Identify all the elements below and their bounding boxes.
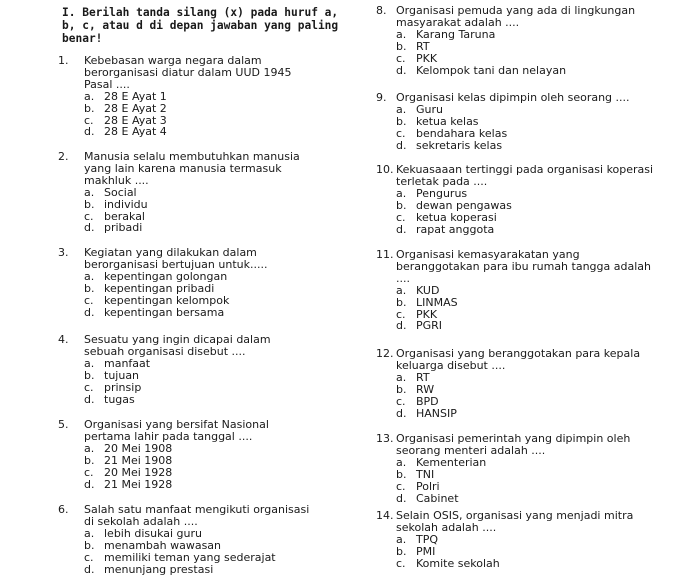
option-letter: c. bbox=[396, 556, 406, 570]
option-text: tujuan bbox=[104, 368, 140, 382]
question-number: 6. bbox=[58, 503, 69, 516]
option-letter: b. bbox=[84, 101, 95, 115]
answer-option[interactable] bbox=[84, 126, 313, 138]
answer-option[interactable] bbox=[396, 384, 656, 396]
answer-option[interactable] bbox=[84, 528, 313, 540]
answer-option[interactable] bbox=[396, 534, 656, 546]
option-text: RW bbox=[416, 382, 435, 396]
question-stem: Organisasi pemuda yang ada di lingkungan masyarakat adalah .... bbox=[396, 4, 636, 29]
option-letter: a. bbox=[84, 526, 95, 540]
option-letter: a. bbox=[84, 356, 95, 370]
option-letter: a. bbox=[396, 370, 407, 384]
option-text: 28 E Ayat 1 bbox=[104, 89, 167, 103]
answer-option[interactable] bbox=[396, 558, 656, 570]
question-8 bbox=[376, 5, 656, 76]
question-number: 1. bbox=[58, 54, 69, 67]
option-letter: d. bbox=[396, 222, 407, 236]
option-text: prinsip bbox=[104, 380, 142, 394]
option-letter: a. bbox=[84, 185, 95, 199]
option-text: sekretaris kelas bbox=[416, 138, 503, 152]
option-letter: a. bbox=[84, 441, 95, 455]
question-number: 4. bbox=[58, 333, 69, 346]
option-letter: c. bbox=[84, 380, 94, 394]
option-letter: c. bbox=[84, 209, 94, 223]
option-letter: b. bbox=[396, 467, 407, 481]
option-text: Komite sekolah bbox=[416, 556, 500, 570]
answer-option[interactable] bbox=[84, 467, 313, 479]
option-text: 20 Mei 1928 bbox=[104, 465, 173, 479]
option-letter: a. bbox=[396, 27, 407, 41]
option-text: berakal bbox=[104, 209, 145, 223]
answer-option[interactable] bbox=[396, 116, 656, 128]
answer-option[interactable] bbox=[396, 224, 656, 236]
answer-option[interactable] bbox=[84, 222, 313, 234]
option-text: PGRI bbox=[416, 319, 443, 333]
answer-option[interactable] bbox=[84, 91, 313, 103]
answer-option[interactable] bbox=[84, 455, 313, 467]
answer-option[interactable] bbox=[84, 199, 313, 211]
option-letter: d. bbox=[396, 491, 407, 505]
question-11 bbox=[376, 249, 656, 332]
answer-option[interactable] bbox=[84, 187, 313, 199]
question-stem: Kebebasan warga negara dalam berorganisasi diatur dalam UUD 1945 Pasal .... bbox=[84, 54, 292, 91]
question-4 bbox=[58, 334, 313, 405]
question-number: 14. bbox=[376, 509, 394, 522]
option-letter: c. bbox=[396, 307, 406, 321]
question-stem: Organisasi kemasyarakatan yang beranggotakan para ibu rumah tangga adalah .... bbox=[396, 248, 651, 285]
question-stem: Manusia selalu membutuhkan manusia yang lain karena manusia termasuk makhluk .... bbox=[84, 150, 300, 187]
option-text: memiliki teman yang sederajat bbox=[104, 550, 276, 564]
option-letter: b. bbox=[396, 198, 407, 212]
option-letter: d. bbox=[84, 562, 95, 576]
answer-option[interactable] bbox=[396, 493, 656, 505]
question-12 bbox=[376, 348, 656, 419]
question-stem: Organisasi kelas dipimpin oleh seorang .... bbox=[396, 91, 630, 104]
answer-option[interactable] bbox=[396, 396, 656, 408]
option-text: HANSIP bbox=[416, 406, 457, 420]
option-letter: a. bbox=[84, 269, 95, 283]
answer-option[interactable] bbox=[84, 382, 313, 394]
answer-option[interactable] bbox=[84, 370, 313, 382]
option-letter: d. bbox=[396, 406, 407, 420]
question-number: 9. bbox=[376, 91, 387, 104]
option-text: kepentingan bersama bbox=[104, 305, 225, 319]
question-stem: Salah satu manfaat mengikuti organisasi di sekolah adalah .... bbox=[84, 503, 310, 528]
answer-option[interactable] bbox=[84, 394, 313, 406]
answer-option[interactable] bbox=[396, 212, 656, 224]
option-letter: c. bbox=[84, 465, 94, 479]
answer-option[interactable] bbox=[84, 307, 313, 319]
option-text: pribadi bbox=[104, 221, 143, 235]
answer-option[interactable] bbox=[396, 128, 656, 140]
option-text: TPQ bbox=[416, 532, 439, 546]
answer-option[interactable] bbox=[84, 358, 313, 370]
answer-option[interactable] bbox=[396, 65, 656, 77]
question-13 bbox=[376, 433, 656, 504]
option-letter: a. bbox=[396, 532, 407, 546]
option-text: RT bbox=[416, 39, 430, 53]
option-text: bendahara kelas bbox=[416, 126, 508, 140]
option-letter: d. bbox=[396, 138, 407, 152]
option-text: kepentingan kelompok bbox=[104, 293, 230, 307]
option-letter: d. bbox=[396, 319, 407, 333]
option-letter: a. bbox=[396, 186, 407, 200]
question-stem: Kegiatan yang dilakukan dalam berorganisasi bertujuan untuk..... bbox=[84, 246, 268, 271]
option-letter: c. bbox=[396, 51, 406, 65]
option-letter: b. bbox=[396, 39, 407, 53]
option-letter: c. bbox=[396, 210, 406, 224]
option-text: Kementerian bbox=[416, 455, 487, 469]
answer-option[interactable] bbox=[396, 481, 656, 493]
question-number: 10. bbox=[376, 163, 394, 176]
option-letter: c. bbox=[396, 394, 406, 408]
question-number: 2. bbox=[58, 150, 69, 163]
answer-option[interactable] bbox=[396, 457, 656, 469]
option-text: kepentingan pribadi bbox=[104, 281, 215, 295]
option-letter: d. bbox=[84, 392, 95, 406]
question-stem: Sesuatu yang ingin dicapai dalam sebuah organisasi disebut .... bbox=[84, 333, 271, 358]
answer-option[interactable] bbox=[396, 41, 656, 53]
option-text: PMI bbox=[416, 544, 436, 558]
option-text: TNI bbox=[416, 467, 435, 481]
question-2 bbox=[58, 151, 313, 234]
question-stem: Organisasi yang bersifat Nasional pertama lahir pada tanggal .... bbox=[84, 418, 269, 443]
option-letter: a. bbox=[396, 283, 407, 297]
option-text: lebih disukai guru bbox=[104, 526, 202, 540]
question-5 bbox=[58, 419, 313, 490]
question-6 bbox=[58, 504, 313, 575]
question-14 bbox=[376, 510, 656, 570]
option-text: 20 Mei 1908 bbox=[104, 441, 173, 455]
option-letter: b. bbox=[84, 197, 95, 211]
answer-option[interactable] bbox=[84, 103, 313, 115]
question-10 bbox=[376, 164, 656, 235]
option-letter: c. bbox=[84, 550, 94, 564]
option-text: dewan pengawas bbox=[416, 198, 512, 212]
question-stem: Kekuasaaan tertinggi pada organisasi koperasi terletak pada .... bbox=[396, 163, 654, 188]
answer-option[interactable] bbox=[84, 283, 313, 295]
answer-option[interactable] bbox=[396, 29, 656, 41]
option-letter: b. bbox=[396, 544, 407, 558]
option-letter: c. bbox=[84, 293, 94, 307]
option-letter: b. bbox=[396, 382, 407, 396]
answer-option[interactable] bbox=[396, 408, 656, 420]
option-letter: b. bbox=[84, 538, 95, 552]
option-letter: b. bbox=[84, 453, 95, 467]
option-text: manfaat bbox=[104, 356, 151, 370]
answer-option[interactable] bbox=[396, 546, 656, 558]
answer-option[interactable] bbox=[396, 140, 656, 152]
option-text: PKK bbox=[416, 51, 438, 65]
question-number: 8. bbox=[376, 4, 387, 17]
answer-option[interactable] bbox=[84, 443, 313, 455]
option-letter: a. bbox=[396, 102, 407, 116]
option-text: menunjang prestasi bbox=[104, 562, 214, 576]
answer-option[interactable] bbox=[396, 320, 656, 332]
option-text: BPD bbox=[416, 394, 439, 408]
answer-option[interactable] bbox=[396, 297, 656, 309]
option-letter: b. bbox=[84, 368, 95, 382]
option-text: Karang Taruna bbox=[416, 27, 496, 41]
option-letter: d. bbox=[84, 305, 95, 319]
answer-option[interactable] bbox=[84, 295, 313, 307]
answer-option[interactable] bbox=[84, 540, 313, 552]
option-text: ketua koperasi bbox=[416, 210, 497, 224]
option-text: RT bbox=[416, 370, 430, 384]
option-letter: b. bbox=[396, 114, 407, 128]
question-3 bbox=[58, 247, 313, 318]
option-text: tugas bbox=[104, 392, 135, 406]
question-stem: Organisasi pemerintah yang dipimpin oleh seorang menteri adalah .... bbox=[396, 432, 631, 457]
option-text: menambah wawasan bbox=[104, 538, 222, 552]
option-text: Kelompok tani dan nelayan bbox=[416, 63, 567, 77]
question-number: 5. bbox=[58, 418, 69, 431]
option-text: 28 E Ayat 4 bbox=[104, 125, 167, 139]
answer-option[interactable] bbox=[396, 200, 656, 212]
option-letter: d. bbox=[84, 477, 95, 491]
option-letter: d. bbox=[396, 63, 407, 77]
answer-option[interactable] bbox=[396, 53, 656, 65]
question-stem: Selain OSIS, organisasi yang menjadi mitra sekolah adalah .... bbox=[396, 509, 634, 534]
question-1 bbox=[58, 55, 313, 138]
option-text: KUD bbox=[416, 283, 440, 297]
question-stem: Organisasi yang beranggotakan para kepala keluarga disebut .... bbox=[396, 347, 641, 372]
option-text: individu bbox=[104, 197, 148, 211]
instruction-heading: I. Berilah tanda silang (x) pada huruf a, b, c, atau d di depan jawaban yang paling benar! bbox=[62, 6, 339, 45]
option-text: 21 Mei 1928 bbox=[104, 477, 173, 491]
option-letter: c. bbox=[84, 113, 94, 127]
option-text: 28 E Ayat 2 bbox=[104, 101, 167, 115]
option-text: kepentingan golongan bbox=[104, 269, 228, 283]
option-letter: c. bbox=[396, 479, 406, 493]
question-number: 3. bbox=[58, 246, 69, 259]
answer-option[interactable] bbox=[396, 372, 656, 384]
option-letter: b. bbox=[396, 295, 407, 309]
option-text: Cabinet bbox=[416, 491, 459, 505]
answer-option[interactable] bbox=[396, 188, 656, 200]
option-text: Pengurus bbox=[416, 186, 468, 200]
option-text: Polri bbox=[416, 479, 440, 493]
option-letter: d. bbox=[84, 125, 95, 139]
option-text: LINMAS bbox=[416, 295, 458, 309]
answer-option[interactable] bbox=[396, 285, 656, 297]
question-9 bbox=[376, 92, 656, 152]
option-letter: d. bbox=[84, 221, 95, 235]
question-number: 12. bbox=[376, 347, 394, 360]
option-letter: b. bbox=[84, 281, 95, 295]
question-number: 13. bbox=[376, 432, 394, 445]
option-text: PKK bbox=[416, 307, 438, 321]
option-text: rapat anggota bbox=[416, 222, 495, 236]
answer-option[interactable] bbox=[396, 469, 656, 481]
answer-option[interactable] bbox=[84, 479, 313, 491]
option-text: Guru bbox=[416, 102, 443, 116]
question-number: 11. bbox=[376, 248, 394, 261]
answer-option[interactable] bbox=[84, 552, 313, 564]
option-text: 21 Mei 1908 bbox=[104, 453, 173, 467]
option-letter: c. bbox=[396, 126, 406, 140]
option-text: 28 E Ayat 3 bbox=[104, 113, 167, 127]
answer-option[interactable] bbox=[84, 271, 313, 283]
option-text: Social bbox=[104, 185, 137, 199]
option-text: ketua kelas bbox=[416, 114, 479, 128]
option-letter: a. bbox=[84, 89, 95, 103]
option-letter: a. bbox=[396, 455, 407, 469]
